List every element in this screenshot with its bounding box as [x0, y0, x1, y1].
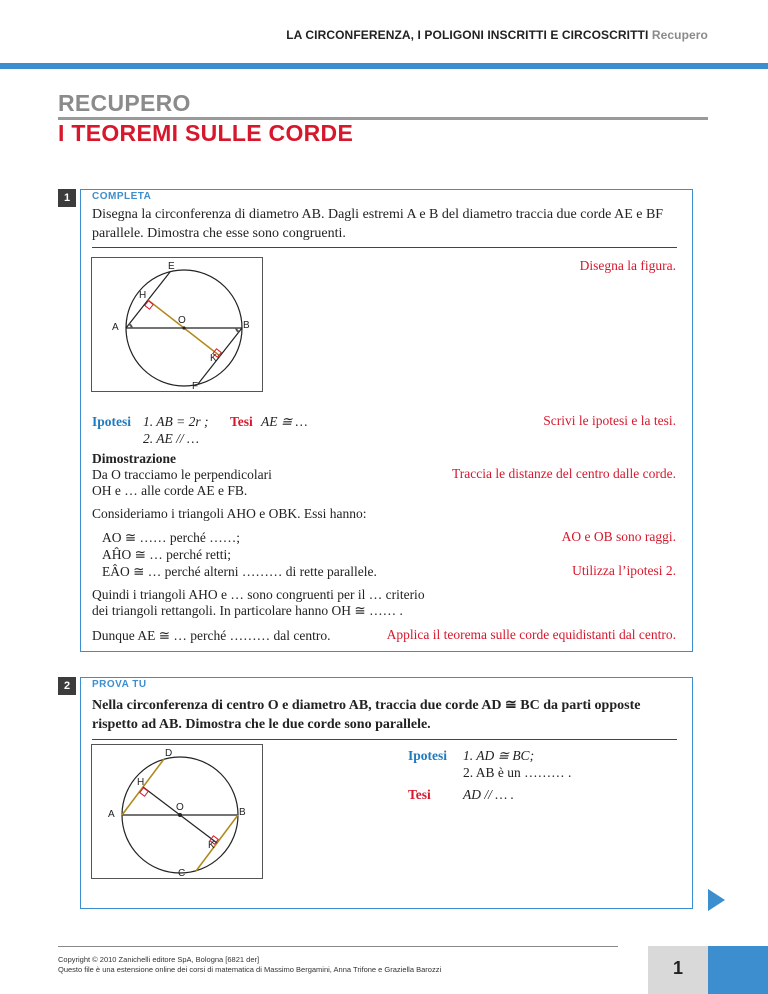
- header-rule: [0, 63, 768, 69]
- running-header-title: LA CIRCONFERENZA, I POLIGONI INSCRITTI E CIRCOSCRITTI: [286, 28, 649, 42]
- ex1-consider: Consideriamo i triangoli AHO e OBK. Essi hanno:: [92, 506, 367, 521]
- ex1-step1: AO ≅ …… perché ……;: [102, 530, 241, 545]
- ex1-dunque: Dunque AE ≅ … perché ……… dal centro.: [92, 628, 331, 643]
- exercise-2-tag: PROVA TU: [92, 679, 147, 690]
- note-radii: AO e OB sono raggi.: [561, 529, 676, 544]
- page-number: 1: [672, 958, 683, 978]
- fig1-label-a: A: [112, 322, 119, 333]
- ex2-thesis-label: Tesi: [408, 787, 431, 802]
- exercise-1-number: 1: [58, 189, 76, 207]
- page-title: I TEOREMI SULLE CORDE: [58, 120, 354, 146]
- fig1-label-o: O: [178, 315, 186, 326]
- ex2-hypothesis-label: Ipotesi: [408, 748, 448, 763]
- exercise-2-rule: [92, 739, 677, 740]
- fig2-label-k: K: [208, 840, 215, 851]
- fig2-label-o: O: [176, 802, 184, 813]
- next-page-arrow-icon[interactable]: [708, 889, 725, 911]
- exercise-1-rule: [92, 247, 677, 248]
- exercise-1-statement: Disegna la circonferenza di diametro AB. Dagli estremi A e B del diametro traccia due corde AE e BF parallele. Dimostra che esse sono congruenti.: [92, 207, 664, 241]
- footer-line-2: Questo file è una estensione online dei corsi di matematica di Massimo Bergamini, Anna Trifone e Graziella Barozzi: [58, 965, 442, 974]
- note-draw-figure: Disegna la figura.: [579, 258, 676, 273]
- note-hyp-thesis: Scrivi le ipotesi e la tesi.: [543, 413, 676, 428]
- ex2-thesis: AD // … .: [463, 787, 515, 802]
- fig2-label-b: B: [239, 807, 246, 818]
- exercise-1-tag: COMPLETA: [92, 191, 152, 202]
- ex1-demo-title: Dimostrazione: [92, 451, 176, 466]
- ex1-thesis: AE ≅ …: [261, 414, 308, 429]
- note-theorem: Applica il teorema sulle corde equidistanti dal centro.: [386, 627, 676, 642]
- fig1-label-f: F: [192, 381, 199, 392]
- exercise-2-statement: Nella circonferenza di centro O e diametro AB, traccia due corde AD ≅ BC da parti opposte rispetto ad AB. Dimostra che le due corde sono parallele.: [92, 698, 641, 732]
- note-use-hyp2: Utilizza l’ipotesi 2.: [572, 563, 676, 578]
- exercise-2-figure: [91, 744, 263, 879]
- ex1-quindi1: Quindi i triangoli AHO e … sono congruenti per il … criterio: [92, 587, 425, 602]
- fig1-label-h: H: [139, 290, 147, 301]
- ex2-hyp2: 2. AB è un ……… .: [463, 765, 572, 780]
- footer-copyright: [58, 955, 441, 975]
- footer-line-1: Copyright © 2010 Zanichelli editore SpA, Bologna [6821 der]: [58, 955, 260, 964]
- page-corner-strip: [708, 946, 768, 994]
- fig1-label-b: B: [243, 320, 250, 331]
- footer-rule: [58, 946, 618, 947]
- page-heading: RECUPERO: [58, 90, 191, 116]
- running-header: [0, 28, 708, 42]
- fig2-label-d: D: [165, 748, 173, 759]
- exercise-2-number: 2: [58, 677, 76, 695]
- ex1-step3: EÂO ≅ … perché alterni ……… di rette parallele.: [102, 564, 377, 579]
- ex1-demo-line1: Da O tracciamo le perpendicolari: [92, 467, 272, 482]
- ex1-step2: AĤO ≅ … perché retti;: [102, 547, 232, 562]
- note-distances: Traccia le distanze del centro dalle corde.: [451, 466, 676, 481]
- ex2-hyp1: 1. AD ≅ BC;: [463, 748, 535, 763]
- ex1-quindi2: dei triangoli rettangoli. In particolare hanno OH ≅ …… .: [92, 603, 403, 618]
- fig2-label-c: C: [178, 868, 186, 879]
- ex1-hypothesis-label: Ipotesi: [92, 414, 132, 429]
- ex1-hyp2: 2. AE // …: [143, 431, 200, 446]
- fig1-label-k: K: [210, 353, 217, 364]
- fig2-label-h: H: [137, 777, 145, 788]
- running-header-section: Recupero: [651, 28, 708, 42]
- exercise-1-figure: [91, 257, 263, 392]
- fig2-label-a: A: [108, 809, 115, 820]
- ex1-hyp1: 1. AB = 2r ;: [143, 414, 209, 429]
- ex1-demo-line2: OH e … alle corde AE e FB.: [92, 483, 248, 498]
- ex1-thesis-label: Tesi: [230, 414, 253, 429]
- fig1-label-e: E: [168, 261, 175, 272]
